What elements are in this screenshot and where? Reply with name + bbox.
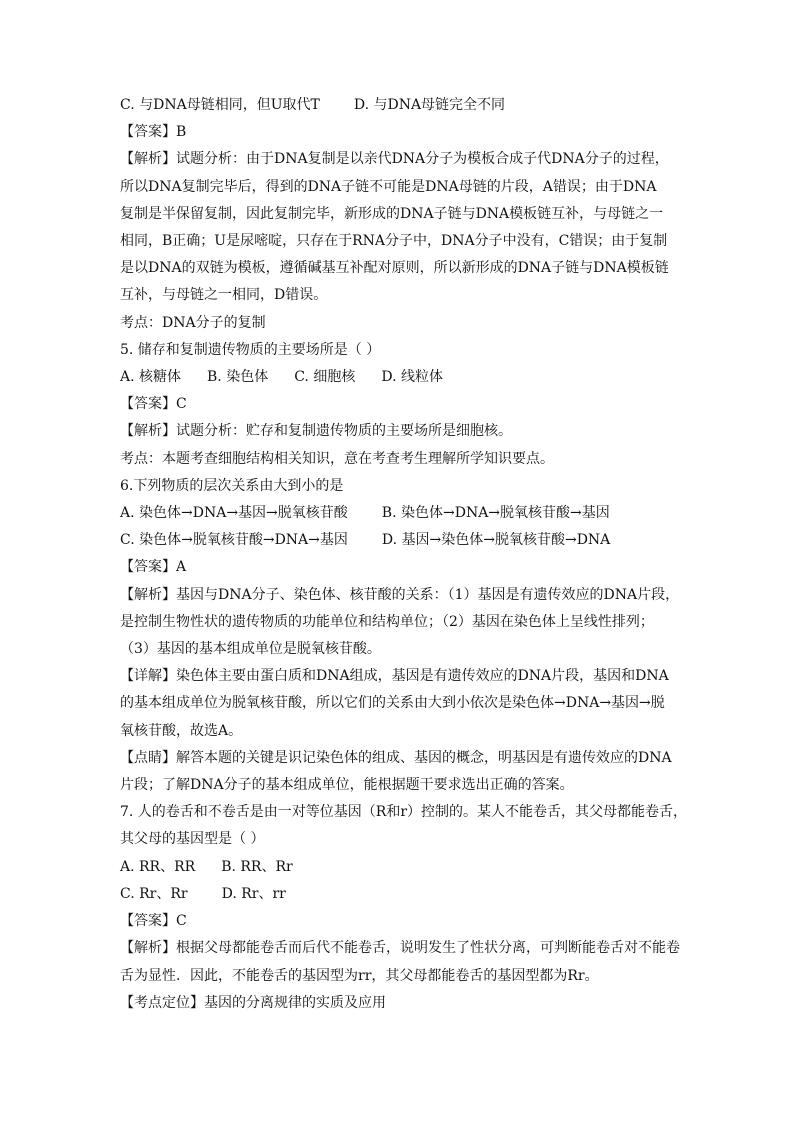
q6-analysis-line-3: （3）基因的基本组成单位是脱氧核苷酸。 <box>120 641 381 658</box>
q5-analysis: 【解析】试题分析：贮存和复制遗传物质的主要场所是细胞核。 <box>120 423 512 440</box>
q5-kaodian: 考点：本题考查细胞结构相关知识，意在考查考生理解所学知识要点。 <box>120 450 554 467</box>
q7-stem-line-2: 其父母的基因型是（ ） <box>120 831 265 848</box>
q6-analysis-line-1: 【解析】基因与DNA分子、染色体、核苷酸的关系：（1）基因是有遗传效应的DNA片段， <box>120 586 680 603</box>
q6-detail-line-3: 氧核苷酸，故选A。 <box>120 722 243 739</box>
q5-option-b: B. 染色体 <box>207 369 269 386</box>
q7-option-b: B. RR、Rr <box>221 858 293 875</box>
q5-option-c: C. 细胞核 <box>294 369 356 386</box>
q6-options-row-2 <box>120 527 680 554</box>
q6-option-d: D. 基因→染色体→脱氧核苷酸→DNA <box>381 532 611 549</box>
q7-options-row-2 <box>120 881 680 908</box>
q4-analysis-line-6: 互补，与母链之一相同，D错误。 <box>120 287 328 304</box>
q6-detail-line-1: 【详解】染色体主要由蛋白质和DNA组成，基因是有遗传效应的DNA片段，基因和DNA <box>120 668 669 685</box>
q5-options-row <box>120 364 680 391</box>
q6-answer: 【答案】A <box>120 559 187 576</box>
q7-options-row-1 <box>120 854 680 881</box>
q6-analysis-line-2: 是控制生物性状的遗传物质的功能单位和结构单位；（2）基因在染色体上呈线性排列； <box>120 613 654 630</box>
q7-option-a: A. RR、RR <box>120 858 196 875</box>
q4-analysis-line-1: 【解析】试题分析：由于DNA复制是以亲代DNA分子为模板合成子代DNA分子的过程， <box>120 151 669 168</box>
q6-option-a: A. 染色体→DNA→基因→脱氧核苷酸 <box>120 505 348 522</box>
q4-options-row <box>120 92 680 119</box>
q5-stem: 5. 储存和复制遗传物质的主要场所是（ ） <box>120 341 381 358</box>
q4-analysis-line-5: 是以DNA的双链为模板，遵循碱基互补配对原则，所以新形成的DNA子链与DNA模板链 <box>120 260 669 277</box>
q5-answer: 【答案】C <box>120 396 187 413</box>
q6-option-b: B. 染色体→DNA→脱氧核苷酸→基因 <box>381 505 610 522</box>
q5-option-a: A. 核糖体 <box>120 369 182 386</box>
q6-detail-line-2: 的基本组成单位为脱氧核苷酸，所以它们的关系由大到小依次是染色体→DNA→基因→脱 <box>120 695 665 712</box>
q6-stem: 6.下列物质的层次关系由大到小的是 <box>120 477 344 494</box>
q4-option-c: C. 与DNA母链相同，但U取代T <box>120 97 320 113</box>
q4-kaodian: 考点：DNA分子的复制 <box>120 314 266 331</box>
q7-kaodian: 【考点定位】基因的分离规律的实质及应用 <box>120 994 386 1011</box>
document-page <box>120 92 688 1017</box>
q4-option-d: D. 与DNA母链完全不同 <box>353 97 506 113</box>
q7-analysis-line-1: 【解析】根据父母都能卷舌而后代不能卷舌，说明发生了性状分离，可判断能卷舌对不能卷 <box>120 940 680 957</box>
q6-remark-line-2: 片段；了解DNA分子的基本组成单位，能根据题干要求选出正确的答案。 <box>120 777 574 794</box>
q7-stem-line-1: 7. 人的卷舌和不卷舌是由一对等位基因（R和r）控制的。某人不能卷舌，其父母都能卷舌， <box>120 804 688 821</box>
q7-analysis-line-2: 舌为显性．因此，不能卷舌的基因型为rr，其父母都能卷舌的基因型都为Rr。 <box>120 967 599 984</box>
q7-option-c: C. Rr、Rr <box>120 885 188 902</box>
q6-option-c: C. 染色体→脱氧核苷酸→DNA→基因 <box>120 532 348 549</box>
q7-option-d: D. Rr、rr <box>221 885 286 902</box>
q6-options-row-1 <box>120 500 680 527</box>
q6-remark-line-1: 【点睛】解答本题的关键是识记染色体的组成、基因的概念，明基因是有遗传效应的DNA <box>120 749 672 766</box>
q4-analysis-line-2: 所以DNA复制完毕后，得到的DNA子链不可能是DNA母链的片段，A错误；由于DNA <box>120 178 657 195</box>
q4-answer: 【答案】B <box>120 124 187 141</box>
q4-analysis-line-3: 复制是半保留复制，因此复制完毕，新形成的DNA子链与DNA模板链互补，与母链之一 <box>120 205 664 222</box>
q7-answer: 【答案】C <box>120 913 187 930</box>
q5-option-d: D. 线粒体 <box>381 369 443 386</box>
q4-analysis-line-4: 相同，B正确；U是尿嘧啶，只存在于RNA分子中，DNA分子中没有，C错误；由于复制 <box>120 233 668 250</box>
